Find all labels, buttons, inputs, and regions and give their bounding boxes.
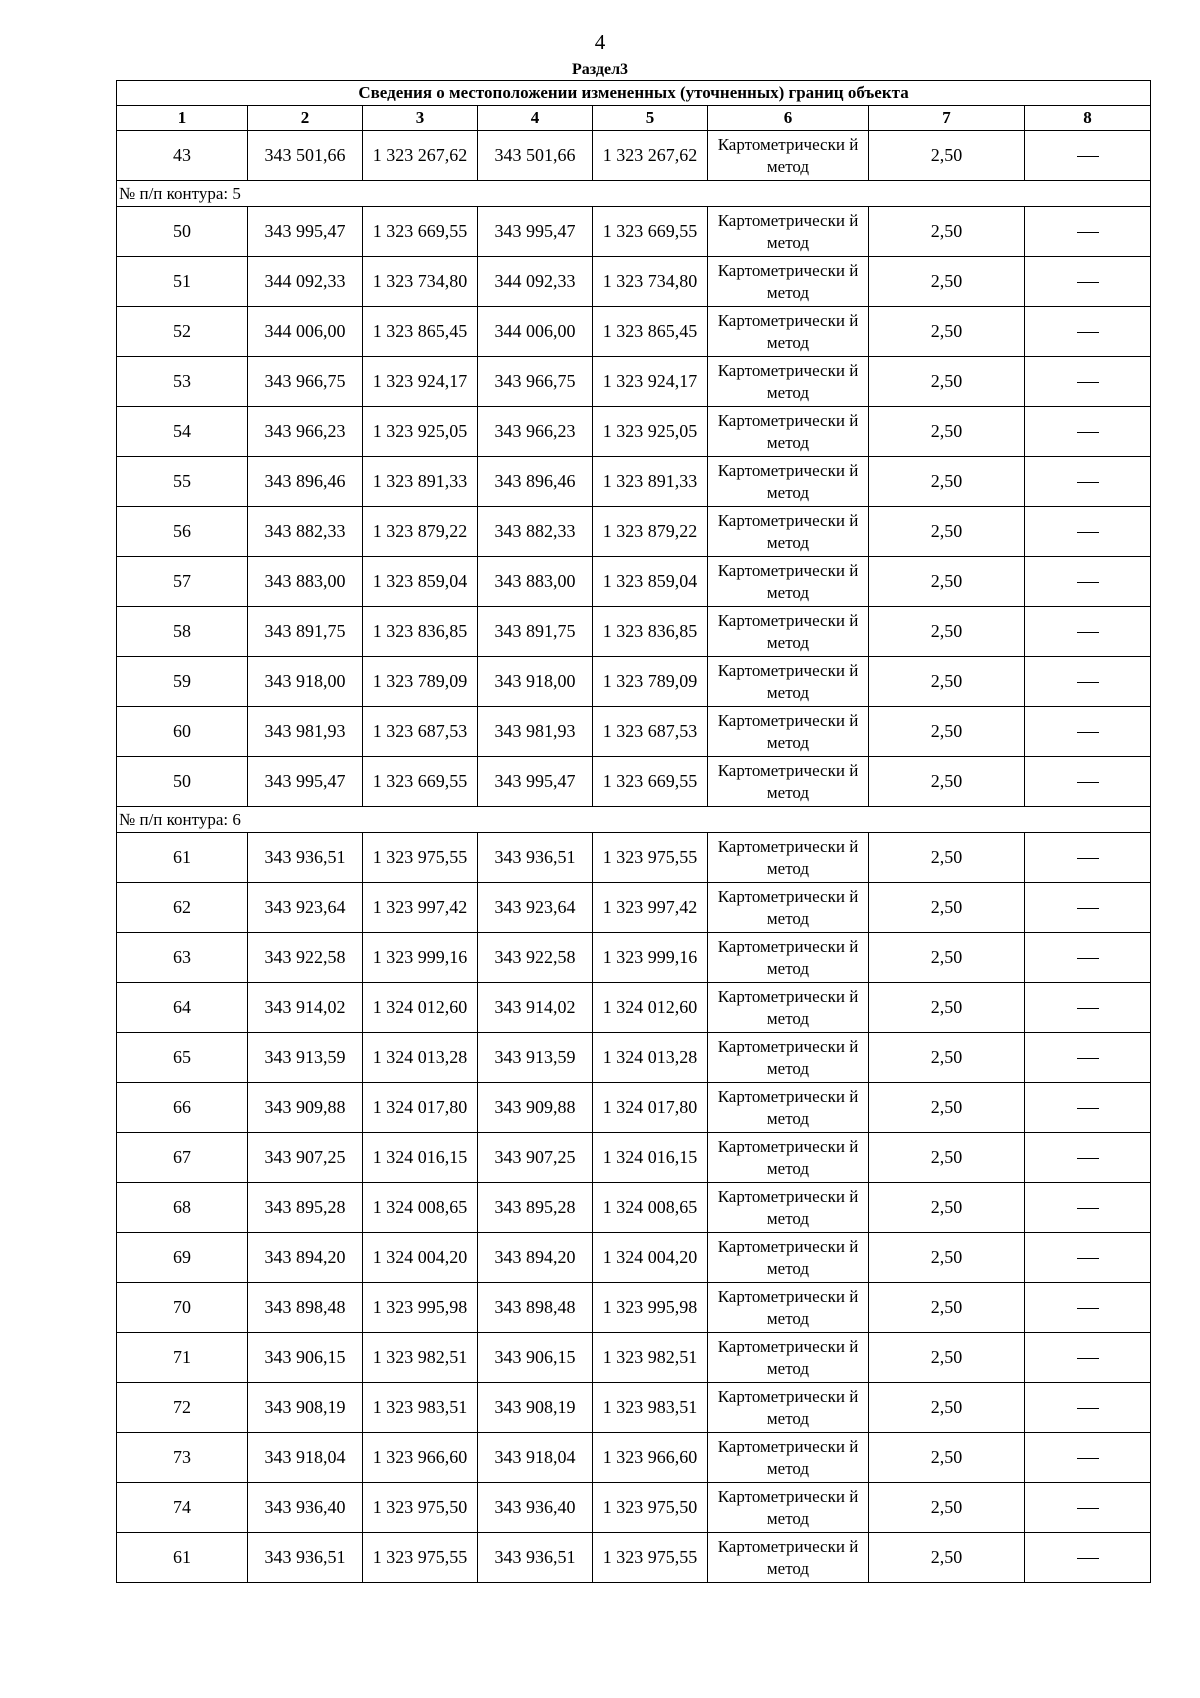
description-cell [1025, 407, 1151, 457]
accuracy-cell: 2,50 [869, 933, 1025, 983]
x-new-cell: 343 936,51 [478, 833, 593, 883]
y-old-cell: 1 324 016,15 [363, 1133, 478, 1183]
accuracy-cell: 2,50 [869, 707, 1025, 757]
x-old-cell: 343 918,00 [248, 657, 363, 707]
contour-label: № п/п контура: 5 [117, 181, 1151, 207]
y-old-cell: 1 323 925,05 [363, 407, 478, 457]
y-old-cell: 1 323 734,80 [363, 257, 478, 307]
point-number-cell: 61 [117, 833, 248, 883]
table-row [117, 983, 1151, 1033]
method-cell: Картометрически й метод [708, 1133, 869, 1183]
method-cell: Картометрически й метод [708, 457, 869, 507]
empty-dash [1077, 1458, 1099, 1459]
x-new-cell: 343 898,48 [478, 1283, 593, 1333]
method-cell: Картометрически й метод [708, 557, 869, 607]
method-cell: Картометрически й метод [708, 883, 869, 933]
empty-dash [1077, 1108, 1099, 1109]
x-old-cell: 343 936,40 [248, 1483, 363, 1533]
y-new-cell: 1 323 925,05 [593, 407, 708, 457]
y-new-cell: 1 323 982,51 [593, 1333, 708, 1383]
x-old-cell: 343 995,47 [248, 207, 363, 257]
accuracy-cell: 2,50 [869, 1333, 1025, 1383]
x-new-cell: 343 501,66 [478, 131, 593, 181]
description-cell [1025, 1333, 1151, 1383]
table-row [117, 1033, 1151, 1083]
x-new-cell: 343 966,75 [478, 357, 593, 407]
x-old-cell: 343 995,47 [248, 757, 363, 807]
point-number-cell: 62 [117, 883, 248, 933]
column-number: 4 [478, 106, 593, 131]
empty-dash [1077, 432, 1099, 433]
description-cell [1025, 833, 1151, 883]
description-cell [1025, 1383, 1151, 1433]
x-new-cell: 343 895,28 [478, 1183, 593, 1233]
point-number-cell: 55 [117, 457, 248, 507]
empty-dash [1077, 682, 1099, 683]
point-number-cell: 66 [117, 1083, 248, 1133]
x-new-cell: 343 995,47 [478, 207, 593, 257]
table-row [117, 557, 1151, 607]
empty-dash [1077, 1308, 1099, 1309]
column-number: 5 [593, 106, 708, 131]
x-new-cell: 343 936,40 [478, 1483, 593, 1533]
y-old-cell: 1 323 999,16 [363, 933, 478, 983]
accuracy-cell: 2,50 [869, 1283, 1025, 1333]
column-number: 8 [1025, 106, 1151, 131]
x-new-cell: 344 006,00 [478, 307, 593, 357]
y-new-cell: 1 323 669,55 [593, 207, 708, 257]
y-old-cell: 1 323 982,51 [363, 1333, 478, 1383]
x-old-cell: 343 906,15 [248, 1333, 363, 1383]
point-number-cell: 57 [117, 557, 248, 607]
y-new-cell: 1 323 734,80 [593, 257, 708, 307]
y-old-cell: 1 323 891,33 [363, 457, 478, 507]
x-old-cell: 343 891,75 [248, 607, 363, 657]
x-new-cell: 343 981,93 [478, 707, 593, 757]
accuracy-cell: 2,50 [869, 1083, 1025, 1133]
method-cell: Картометрически й метод [708, 757, 869, 807]
y-old-cell: 1 323 267,62 [363, 131, 478, 181]
method-cell: Картометрически й метод [708, 1533, 869, 1583]
x-old-cell: 343 936,51 [248, 833, 363, 883]
table-row [117, 707, 1151, 757]
method-cell: Картометрически й метод [708, 1483, 869, 1533]
table-row [117, 1083, 1151, 1133]
y-new-cell: 1 323 789,09 [593, 657, 708, 707]
point-number-cell: 70 [117, 1283, 248, 1333]
table-row [117, 657, 1151, 707]
column-number: 3 [363, 106, 478, 131]
y-old-cell: 1 323 975,55 [363, 1533, 478, 1583]
table-title: Сведения о местоположении измененных (уточненных) границ объекта [117, 81, 1151, 106]
description-cell [1025, 457, 1151, 507]
empty-dash [1077, 1258, 1099, 1259]
x-new-cell: 343 907,25 [478, 1133, 593, 1183]
description-cell [1025, 1183, 1151, 1233]
x-old-cell: 343 896,46 [248, 457, 363, 507]
description-cell [1025, 657, 1151, 707]
x-old-cell: 343 908,19 [248, 1383, 363, 1433]
description-cell [1025, 607, 1151, 657]
method-cell: Картометрически й метод [708, 257, 869, 307]
method-cell: Картометрически й метод [708, 707, 869, 757]
table-row [117, 1233, 1151, 1283]
description-cell [1025, 883, 1151, 933]
point-number-cell: 71 [117, 1333, 248, 1383]
accuracy-cell: 2,50 [869, 607, 1025, 657]
accuracy-cell: 2,50 [869, 257, 1025, 307]
y-new-cell: 1 324 017,80 [593, 1083, 708, 1133]
empty-dash [1077, 232, 1099, 233]
y-new-cell: 1 323 859,04 [593, 557, 708, 607]
boundary-coordinates-table [116, 80, 1151, 1583]
method-cell: Картометрически й метод [708, 507, 869, 557]
y-old-cell: 1 323 687,53 [363, 707, 478, 757]
description-cell [1025, 1133, 1151, 1183]
accuracy-cell: 2,50 [869, 1233, 1025, 1283]
description-cell [1025, 707, 1151, 757]
x-new-cell: 343 894,20 [478, 1233, 593, 1283]
x-new-cell: 343 966,23 [478, 407, 593, 457]
empty-dash [1077, 732, 1099, 733]
x-new-cell: 343 913,59 [478, 1033, 593, 1083]
empty-dash [1077, 532, 1099, 533]
point-number-cell: 73 [117, 1433, 248, 1483]
accuracy-cell: 2,50 [869, 1133, 1025, 1183]
y-new-cell: 1 323 879,22 [593, 507, 708, 557]
method-cell: Картометрически й метод [708, 657, 869, 707]
point-number-cell: 63 [117, 933, 248, 983]
empty-dash [1077, 632, 1099, 633]
x-new-cell: 344 092,33 [478, 257, 593, 307]
empty-dash [1077, 1508, 1099, 1509]
y-new-cell: 1 323 995,98 [593, 1283, 708, 1333]
x-old-cell: 344 006,00 [248, 307, 363, 357]
description-cell [1025, 1283, 1151, 1333]
empty-dash [1077, 582, 1099, 583]
table-row [117, 1383, 1151, 1433]
y-old-cell: 1 323 983,51 [363, 1383, 478, 1433]
y-old-cell: 1 323 995,98 [363, 1283, 478, 1333]
description-cell [1025, 257, 1151, 307]
y-new-cell: 1 324 013,28 [593, 1033, 708, 1083]
accuracy-cell: 2,50 [869, 131, 1025, 181]
contour-label: № п/п контура: 6 [117, 807, 1151, 833]
point-number-cell: 50 [117, 757, 248, 807]
x-old-cell: 343 898,48 [248, 1283, 363, 1333]
description-cell [1025, 983, 1151, 1033]
empty-dash [1077, 1158, 1099, 1159]
y-old-cell: 1 323 966,60 [363, 1433, 478, 1483]
x-new-cell: 343 883,00 [478, 557, 593, 607]
table-row [117, 1133, 1151, 1183]
method-cell: Картометрически й метод [708, 1233, 869, 1283]
y-old-cell: 1 323 789,09 [363, 657, 478, 707]
point-number-cell: 54 [117, 407, 248, 457]
empty-dash [1077, 332, 1099, 333]
y-new-cell: 1 323 924,17 [593, 357, 708, 407]
table-row [117, 1183, 1151, 1233]
description-cell [1025, 357, 1151, 407]
y-new-cell: 1 323 836,85 [593, 607, 708, 657]
y-new-cell: 1 324 012,60 [593, 983, 708, 1033]
accuracy-cell: 2,50 [869, 1183, 1025, 1233]
description-cell [1025, 131, 1151, 181]
method-cell: Картометрически й метод [708, 1033, 869, 1083]
point-number-cell: 65 [117, 1033, 248, 1083]
description-cell [1025, 1483, 1151, 1533]
table-row [117, 407, 1151, 457]
x-old-cell: 343 894,20 [248, 1233, 363, 1283]
column-number: 2 [248, 106, 363, 131]
x-new-cell: 343 908,19 [478, 1383, 593, 1433]
method-cell: Картометрически й метод [708, 833, 869, 883]
method-cell: Картометрически й метод [708, 1333, 869, 1383]
accuracy-cell: 2,50 [869, 657, 1025, 707]
empty-dash [1077, 908, 1099, 909]
description-cell [1025, 1433, 1151, 1483]
table-body [117, 131, 1151, 1583]
y-old-cell: 1 324 013,28 [363, 1033, 478, 1083]
method-cell: Картометрически й метод [708, 933, 869, 983]
x-old-cell: 343 966,23 [248, 407, 363, 457]
y-new-cell: 1 324 008,65 [593, 1183, 708, 1233]
method-cell: Картометрически й метод [708, 207, 869, 257]
point-number-cell: 56 [117, 507, 248, 557]
y-old-cell: 1 323 859,04 [363, 557, 478, 607]
empty-dash [1077, 782, 1099, 783]
point-number-cell: 60 [117, 707, 248, 757]
point-number-cell: 68 [117, 1183, 248, 1233]
description-cell [1025, 307, 1151, 357]
x-old-cell: 343 981,93 [248, 707, 363, 757]
point-number-cell: 72 [117, 1383, 248, 1433]
x-old-cell: 343 914,02 [248, 983, 363, 1033]
empty-dash [1077, 1008, 1099, 1009]
table-row [117, 933, 1151, 983]
description-cell [1025, 557, 1151, 607]
x-new-cell: 343 882,33 [478, 507, 593, 557]
y-new-cell: 1 323 267,62 [593, 131, 708, 181]
y-new-cell: 1 324 004,20 [593, 1233, 708, 1283]
y-old-cell: 1 324 004,20 [363, 1233, 478, 1283]
description-cell [1025, 1033, 1151, 1083]
column-number: 7 [869, 106, 1025, 131]
accuracy-cell: 2,50 [869, 757, 1025, 807]
y-new-cell: 1 323 997,42 [593, 883, 708, 933]
description-cell [1025, 207, 1151, 257]
y-new-cell: 1 324 016,15 [593, 1133, 708, 1183]
table-row [117, 131, 1151, 181]
contour-row [117, 181, 1151, 207]
y-old-cell: 1 323 975,50 [363, 1483, 478, 1533]
x-old-cell: 343 883,00 [248, 557, 363, 607]
accuracy-cell: 2,50 [869, 307, 1025, 357]
empty-dash [1077, 1358, 1099, 1359]
x-old-cell: 343 909,88 [248, 1083, 363, 1133]
page-number: 4 [594, 30, 606, 54]
y-new-cell: 1 323 975,55 [593, 833, 708, 883]
y-old-cell: 1 323 879,22 [363, 507, 478, 557]
x-new-cell: 343 896,46 [478, 457, 593, 507]
x-old-cell: 343 918,04 [248, 1433, 363, 1483]
point-number-cell: 61 [117, 1533, 248, 1583]
table-row [117, 207, 1151, 257]
x-old-cell: 343 895,28 [248, 1183, 363, 1233]
y-old-cell: 1 323 836,85 [363, 607, 478, 657]
table-row [117, 883, 1151, 933]
y-old-cell: 1 323 997,42 [363, 883, 478, 933]
table-row [117, 507, 1151, 557]
table-row [117, 257, 1151, 307]
table-row [117, 1483, 1151, 1533]
x-old-cell: 343 907,25 [248, 1133, 363, 1183]
y-new-cell: 1 323 669,55 [593, 757, 708, 807]
y-new-cell: 1 323 687,53 [593, 707, 708, 757]
description-cell [1025, 1533, 1151, 1583]
description-cell [1025, 933, 1151, 983]
x-old-cell: 343 501,66 [248, 131, 363, 181]
accuracy-cell: 2,50 [869, 557, 1025, 607]
accuracy-cell: 2,50 [869, 883, 1025, 933]
method-cell: Картометрически й метод [708, 1183, 869, 1233]
point-number-cell: 51 [117, 257, 248, 307]
table-row [117, 1283, 1151, 1333]
x-old-cell: 343 923,64 [248, 883, 363, 933]
x-new-cell: 343 923,64 [478, 883, 593, 933]
accuracy-cell: 2,50 [869, 457, 1025, 507]
point-number-cell: 69 [117, 1233, 248, 1283]
table-row [117, 307, 1151, 357]
method-cell: Картометрически й метод [708, 607, 869, 657]
table-row [117, 1333, 1151, 1383]
empty-dash [1077, 1058, 1099, 1059]
y-old-cell: 1 323 669,55 [363, 757, 478, 807]
point-number-cell: 64 [117, 983, 248, 1033]
method-cell: Картометрически й метод [708, 1383, 869, 1433]
table-row [117, 1533, 1151, 1583]
accuracy-cell: 2,50 [869, 507, 1025, 557]
y-old-cell: 1 323 975,55 [363, 833, 478, 883]
accuracy-cell: 2,50 [869, 1433, 1025, 1483]
y-new-cell: 1 323 975,55 [593, 1533, 708, 1583]
table-row [117, 457, 1151, 507]
method-cell: Картометрически й метод [708, 407, 869, 457]
empty-dash [1077, 958, 1099, 959]
column-number: 1 [117, 106, 248, 131]
empty-dash [1077, 282, 1099, 283]
x-new-cell: 343 918,00 [478, 657, 593, 707]
x-old-cell: 343 966,75 [248, 357, 363, 407]
description-cell [1025, 1233, 1151, 1283]
accuracy-cell: 2,50 [869, 833, 1025, 883]
method-cell: Картометрически й метод [708, 983, 869, 1033]
accuracy-cell: 2,50 [869, 407, 1025, 457]
x-new-cell: 343 906,15 [478, 1333, 593, 1383]
method-cell: Картометрически й метод [708, 131, 869, 181]
method-cell: Картометрически й метод [708, 357, 869, 407]
x-new-cell: 343 995,47 [478, 757, 593, 807]
empty-dash [1077, 1558, 1099, 1559]
x-new-cell: 343 914,02 [478, 983, 593, 1033]
table-row [117, 607, 1151, 657]
accuracy-cell: 2,50 [869, 983, 1025, 1033]
description-cell [1025, 507, 1151, 557]
x-old-cell: 343 882,33 [248, 507, 363, 557]
y-new-cell: 1 323 999,16 [593, 933, 708, 983]
empty-dash [1077, 382, 1099, 383]
point-number-cell: 74 [117, 1483, 248, 1533]
point-number-cell: 52 [117, 307, 248, 357]
table-row [117, 357, 1151, 407]
accuracy-cell: 2,50 [869, 1033, 1025, 1083]
accuracy-cell: 2,50 [869, 1483, 1025, 1533]
y-old-cell: 1 323 865,45 [363, 307, 478, 357]
y-new-cell: 1 323 975,50 [593, 1483, 708, 1533]
y-old-cell: 1 323 924,17 [363, 357, 478, 407]
accuracy-cell: 2,50 [869, 207, 1025, 257]
x-new-cell: 343 918,04 [478, 1433, 593, 1483]
x-old-cell: 344 092,33 [248, 257, 363, 307]
x-new-cell: 343 891,75 [478, 607, 593, 657]
method-cell: Картометрически й метод [708, 1083, 869, 1133]
empty-dash [1077, 1208, 1099, 1209]
empty-dash [1077, 858, 1099, 859]
point-number-cell: 59 [117, 657, 248, 707]
accuracy-cell: 2,50 [869, 357, 1025, 407]
method-cell: Картометрически й метод [708, 307, 869, 357]
point-number-cell: 53 [117, 357, 248, 407]
y-new-cell: 1 323 865,45 [593, 307, 708, 357]
contour-row [117, 807, 1151, 833]
section-label: Раздел3 [571, 61, 629, 78]
method-cell: Картометрически й метод [708, 1433, 869, 1483]
column-number: 6 [708, 106, 869, 131]
empty-dash [1077, 1408, 1099, 1409]
x-new-cell: 343 909,88 [478, 1083, 593, 1133]
table-row [117, 1433, 1151, 1483]
point-number-cell: 50 [117, 207, 248, 257]
x-old-cell: 343 913,59 [248, 1033, 363, 1083]
description-cell [1025, 757, 1151, 807]
x-new-cell: 343 922,58 [478, 933, 593, 983]
empty-dash [1077, 482, 1099, 483]
x-old-cell: 343 936,51 [248, 1533, 363, 1583]
x-old-cell: 343 922,58 [248, 933, 363, 983]
point-number-cell: 43 [117, 131, 248, 181]
x-new-cell: 343 936,51 [478, 1533, 593, 1583]
y-new-cell: 1 323 983,51 [593, 1383, 708, 1433]
accuracy-cell: 2,50 [869, 1533, 1025, 1583]
y-new-cell: 1 323 966,60 [593, 1433, 708, 1483]
y-old-cell: 1 324 017,80 [363, 1083, 478, 1133]
table-row [117, 833, 1151, 883]
accuracy-cell: 2,50 [869, 1383, 1025, 1433]
description-cell [1025, 1083, 1151, 1133]
y-old-cell: 1 324 008,65 [363, 1183, 478, 1233]
point-number-cell: 58 [117, 607, 248, 657]
y-new-cell: 1 323 891,33 [593, 457, 708, 507]
method-cell: Картометрически й метод [708, 1283, 869, 1333]
empty-dash [1077, 156, 1099, 157]
table-row [117, 757, 1151, 807]
point-number-cell: 67 [117, 1133, 248, 1183]
y-old-cell: 1 324 012,60 [363, 983, 478, 1033]
y-old-cell: 1 323 669,55 [363, 207, 478, 257]
